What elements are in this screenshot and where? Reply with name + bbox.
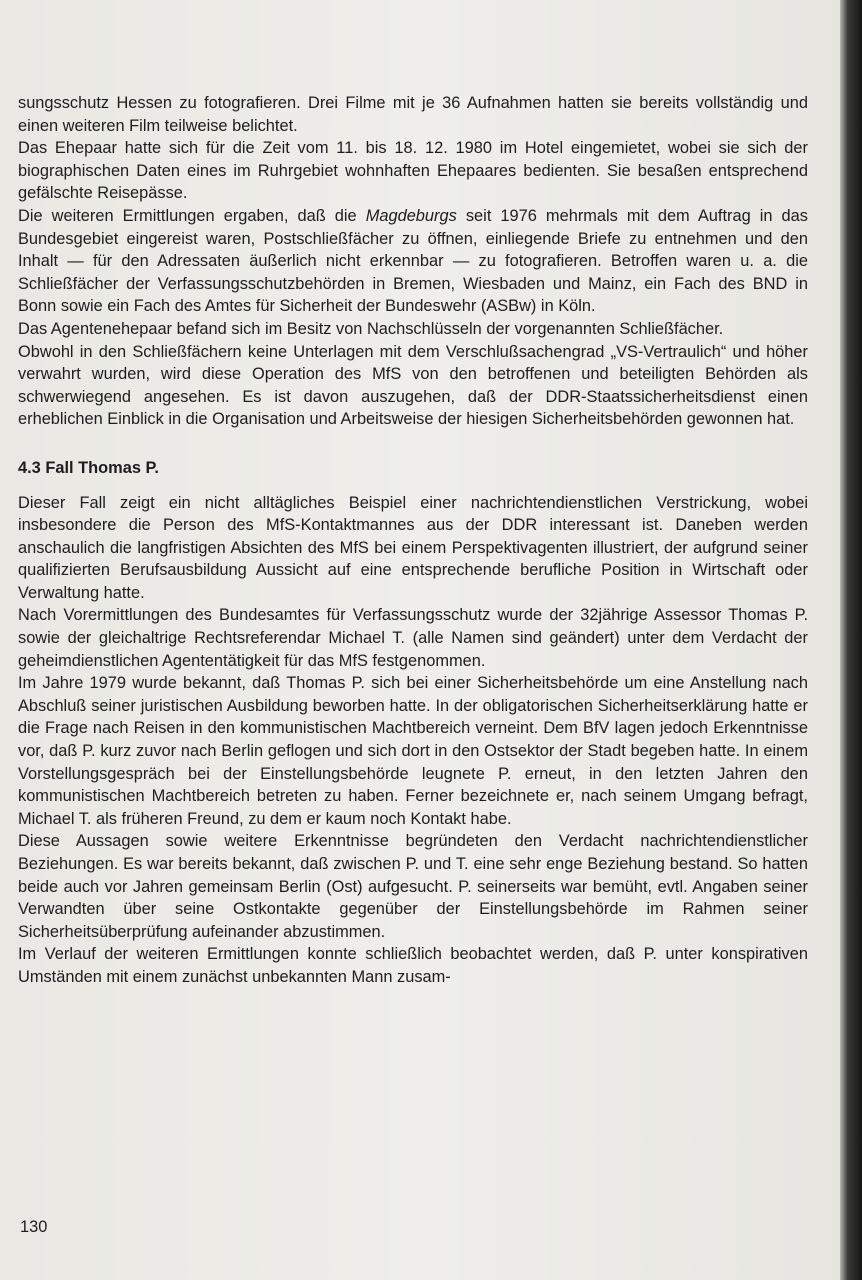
paragraph: Das Ehepaar hatte sich für die Zeit vom 11. bis 18. 12. 1980 im Hotel eingemietet, wobei sie sich der biographischen Daten eines im Ruhrgebiet wohnhaften Ehepaares bedienten. Sie besaßen entsprechend gefälschte Reisepässe.: [18, 139, 808, 203]
paragraph: Im Verlauf der weiteren Ermittlungen konnte schließlich beobachtet werden, daß P. unter konspirativen Umständen mit einem zunächst unbekannten Mann zusam-: [18, 945, 808, 986]
section-heading: 4.3 Fall Thomas P.: [18, 458, 159, 477]
italic-name: Magdeburgs: [365, 206, 457, 225]
paragraph: Diese Aussagen sowie weitere Erkenntnisse begründeten den Verdacht nachrichtendienstlicher Beziehungen. Es war bereits bekannt, daß zwischen P. und T. eine sehr enge Beziehung bestand. So hatten beide auch vor Jahren gemeinsam Berlin (Ost) aufgesucht. P. seinerseits war bemüht, evtl. Angaben seiner Verwandten über seine Ostkontakte gegenüber der Einstellungsbehörde im Rahmen seiner Sicherheitsüberprüfung aufeinander abzustimmen.: [18, 832, 808, 941]
book-spine-shadow: [840, 0, 862, 1280]
paragraph: Nach Vorermittlungen des Bundesamtes für Verfassungsschutz wurde der 32jährige Assessor Thomas P. sowie der gleichaltrige Rechtsreferendar Michael T. (alle Namen sind geändert) unter dem Verdacht der geheimdienstlichen Agententätigkeit für das MfS festgenommen.: [18, 606, 808, 670]
paragraph: Im Jahre 1979 wurde bekannt, daß Thomas P. sich bei einer Sicherheitsbehörde um eine Anstellung nach Abschluß seiner juristischen Ausbildung beworben hatte. In der obligatorischen Sicherheitserklärung hatte er die Frage nach Reisen in den kommunistischen Machtbereich verneint. Dem BfV lagen jedoch Erkenntnisse vor, daß P. kurz zuvor nach Berlin geflogen und sich dort in den Ostsektor der Stadt begeben hatte. In einem Vorstellungsgespräch bei der Einstellungsbehörde leugnete P. erneut, in den letzten Jahren den kommunistischen Machtbereich betreten zu haben. Ferner bezeichnete er, nach seinem Umgang befragt, Michael T. als früheren Freund, zu dem er kaum noch Kontakt habe.: [18, 674, 808, 828]
paragraph-text: seit 1976 mehrmals mit dem Auftrag in das Bundesgebiet eingereist waren, Postschließfächer zu öffnen, einliegende Briefe zu entnehmen und den Inhalt — für den Adressaten äußerlich nicht erkennbar — zu fotografieren. Betroffen waren u. a. die Schließfächer der Verfassungsschutzbehörden in Bremen, Wiesbaden und Mainz, ein Fach des BND in Bonn sowie ein Fach des Amtes für Sicherheit der Bundeswehr (ASBw) in Köln.: [18, 206, 808, 316]
paragraph-text: Die weiteren Ermittlungen ergaben, daß die: [18, 206, 366, 225]
body-text: [18, 92, 808, 989]
paragraph-magdeburgs: [18, 205, 808, 318]
paragraph: Das Agentenehepaar befand sich im Besitz von Nachschlüsseln der vorgenannten Schließfächer.: [18, 319, 724, 338]
paragraph: Obwohl in den Schließfächern keine Unterlagen mit dem Verschlußsachengrad „VS-Vertraulich“ und höher verwahrt wurden, wird diese Operation des MfS von den betroffenen und beteiligten Behörden als schwerwiegend angesehen. Es ist davon auszugehen, daß der DDR-Staatssicherheitsdienst einen erheblichen Einblick in die Organisation und Arbeitsweise der hiesigen Sicherheitsbehörden gewonnen hat.: [18, 342, 808, 429]
paragraph: sungsschutz Hessen zu fotografieren. Drei Filme mit je 36 Aufnahmen hatten sie bereits vollständig und einen weiteren Film teilweise belichtet.: [18, 94, 808, 135]
page-number: 130: [20, 1218, 48, 1236]
paragraph: Dieser Fall zeigt ein nicht alltägliches Beispiel einer nachrichtendienstlichen Verstrickung, wobei insbesondere die Person des MfS-Kontaktmannes aus der DDR interessant ist. Daneben werden anschaulich die langfristigen Absichten des MfS bei einem Perspektivagenten illustriert, der aufgrund seiner qualifizierten Berufsausbildung Aussicht auf eine entsprechende berufliche Position in Wirtschaft oder Verwaltung hatte.: [18, 493, 808, 602]
